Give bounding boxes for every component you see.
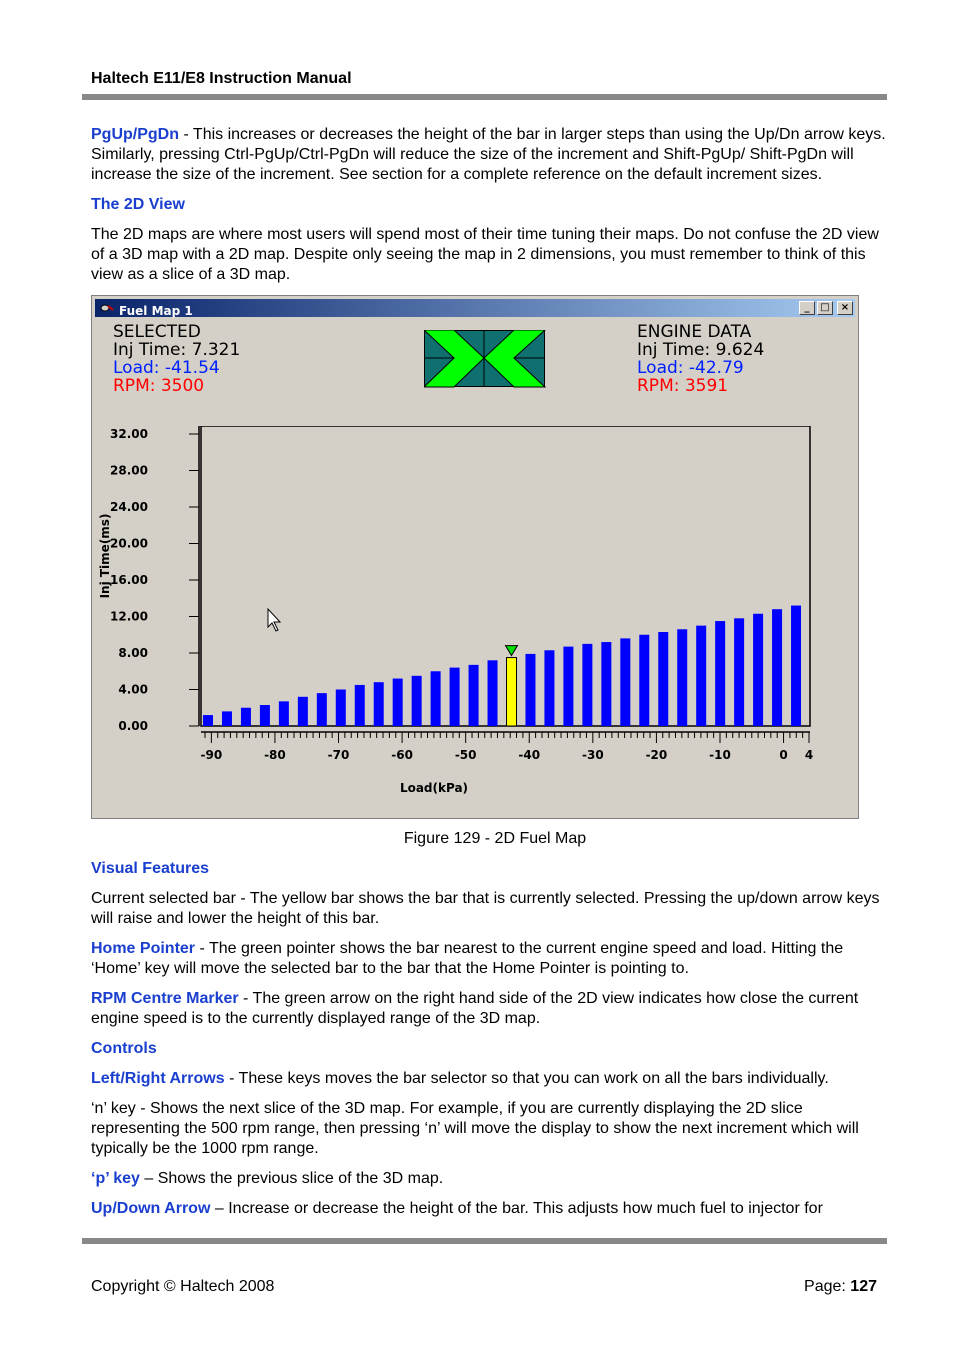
y-tick-label: 12.00 — [110, 609, 148, 624]
y-axis — [110, 426, 199, 733]
n-key-paragraph: ‘n’ key - Shows the next slice of the 3D map. For example, if you are currently displaying the 2D slice representing the 500 rpm range, then pressing ‘n’ will move the display to show the next increment which will typically be the 1000 rpm range. — [91, 1100, 859, 1157]
y-tick-label: 28.00 — [110, 463, 148, 478]
y-tick-label: 8.00 — [118, 646, 148, 660]
x-tick-label: -90 — [200, 748, 223, 762]
map-bar — [355, 685, 365, 726]
home-keyword: Home Pointer — [91, 940, 196, 957]
map-bar — [374, 682, 384, 726]
manual-title: Haltech E11/E8 Instruction Manual — [91, 70, 352, 87]
selected-bar — [507, 658, 517, 726]
mouse-cursor-icon — [268, 609, 280, 631]
x-tick-label: -50 — [454, 748, 477, 762]
map-bar — [298, 697, 308, 726]
engine-rpm: RPM: 3591 — [637, 376, 729, 396]
page-value: 127 — [850, 1278, 877, 1295]
pgup-paragraph — [91, 125, 887, 185]
header-rule — [82, 94, 887, 100]
y-tick-label: 32.00 — [110, 427, 148, 441]
x-tick-label: -20 — [645, 748, 668, 762]
x-tick-label: 4 — [804, 748, 814, 762]
engine-data-info — [637, 323, 764, 395]
bars — [203, 606, 801, 726]
footer-rule — [82, 1238, 887, 1244]
map-bar — [488, 660, 498, 726]
map-bar — [601, 642, 611, 726]
engine-load: Load: -42.79 — [637, 358, 744, 378]
p-keyword: ‘p’ key — [91, 1170, 140, 1187]
map-bar — [412, 676, 422, 726]
main-content — [91, 125, 887, 1229]
map-bar — [203, 715, 213, 726]
map-bar — [772, 609, 782, 726]
map-bar — [791, 606, 801, 726]
x-tick-label: -60 — [391, 748, 413, 762]
map-bar — [431, 671, 441, 726]
selected-heading: SELECTED — [113, 322, 201, 342]
map-bar — [696, 626, 706, 726]
app-icon — [100, 302, 114, 314]
pgup-keyword: PgUp/PgDn — [91, 126, 179, 143]
map-bar — [450, 668, 460, 726]
close-button[interactable]: × — [837, 301, 853, 315]
map-bar — [639, 635, 649, 726]
y-tick-label: 4.00 — [118, 682, 148, 697]
lr-paragraph — [91, 1069, 887, 1089]
map-bar — [753, 614, 763, 726]
selected-rpm: RPM: 3500 — [113, 376, 205, 396]
fuel-map-window — [91, 295, 859, 819]
map-bar — [677, 629, 687, 726]
selected-info — [113, 323, 240, 395]
updown-paragraph — [91, 1199, 887, 1219]
fuel-map-chart — [92, 426, 858, 806]
home-pointer-icon — [506, 646, 518, 656]
engine-inj-time: Inj Time: 9.624 — [637, 340, 765, 360]
lr-text: - These keys moves the bar selector so that you can work on all the bars individually. — [224, 1070, 829, 1087]
map-bar — [620, 638, 630, 726]
map-bar — [582, 644, 592, 726]
y-tick-label: 16.00 — [110, 573, 148, 587]
map-bar — [734, 618, 744, 726]
ud-text: – Increase or decrease the height of the bar. This adjusts how much fuel to injector for — [210, 1200, 823, 1217]
map-bar — [279, 701, 289, 726]
map-bar — [563, 647, 573, 726]
map-bar — [222, 711, 232, 726]
heading-visual-features: Visual Features — [91, 860, 209, 877]
map-bar — [241, 708, 251, 726]
window-title: Fuel Map 1 — [119, 304, 193, 318]
ud-keyword: Up/Down Arrow — [91, 1200, 211, 1217]
pgup-text: - This increases or decreases the height of the bar in larger steps than using the Up/Dn arrow keys. Similarly, pressing Ctrl-PgUp/Ctrl-PgDn will reduce the size of the increment and Shift-PgUp/ Shift-PgDn will increase the size of the increment. See section for a complete reference on the default increment sizes. — [91, 126, 886, 183]
map-bar — [260, 705, 270, 726]
page-label: Page: — [804, 1278, 851, 1295]
engine-heading: ENGINE DATA — [637, 322, 752, 342]
x-tick-label: -30 — [581, 748, 604, 762]
home-pointer-paragraph — [91, 939, 887, 979]
minimize-button[interactable]: _ — [799, 301, 815, 315]
rpm-marker-paragraph — [91, 989, 887, 1029]
figure-caption: Figure 129 - 2D Fuel Map — [403, 830, 587, 847]
lr-keyword: Left/Right Arrows — [91, 1070, 225, 1087]
copyright: Copyright © Haltech 2008 — [91, 1278, 275, 1295]
x-axis — [201, 732, 814, 762]
p-text: – Shows the previous slice of the 3D map. — [139, 1170, 444, 1187]
x-tick-label: -40 — [518, 748, 541, 762]
rpm-text: - The green arrow on the right hand side of the 2D view indicates how close the current engine speed is to the currently displayed range of the 3D map. — [91, 990, 859, 1027]
map-bar — [469, 665, 479, 726]
maximize-button[interactable]: □ — [817, 301, 833, 315]
rpm-keyword: RPM Centre Marker — [91, 990, 239, 1007]
y-tick-label: 20.00 — [110, 536, 148, 551]
selected-inj-time: Inj Time: 7.321 — [113, 340, 241, 360]
selected-load: Load: -41.54 — [113, 358, 220, 378]
rpm-centre-marker — [424, 330, 546, 388]
map-bar — [393, 679, 403, 726]
x-tick-label: 0 — [779, 748, 788, 762]
y-axis-label: Inj Time(ms) — [98, 513, 112, 599]
x-tick-label: -80 — [264, 748, 286, 762]
x-tick-label: -70 — [327, 748, 350, 762]
map-bar — [715, 621, 725, 726]
map-bar — [544, 650, 554, 726]
p-key-paragraph — [91, 1169, 887, 1189]
y-tick-label: 24.00 — [110, 500, 148, 514]
x-axis-label: Load(kPa) — [399, 781, 469, 795]
y-tick-label: 0.00 — [118, 719, 148, 733]
home-text: - The green pointer shows the bar nearest to the current engine speed and load. Hitting the ‘Home’ key will move the selected bar to the bar that the Home Pointer is pointing to. — [91, 940, 844, 977]
map-bar — [658, 632, 668, 726]
map-bar — [525, 654, 535, 726]
heading-controls: Controls — [91, 1040, 157, 1057]
x-tick-label: -10 — [709, 748, 731, 762]
heading-2d-view: The 2D View — [91, 196, 185, 213]
map-bar — [336, 690, 346, 727]
map-bar — [317, 693, 327, 726]
current-bar-paragraph: Current selected bar - The yellow bar shows the bar that is currently selected. Pressing the up/down arrow keys will raise and lower the height of this bar. — [91, 890, 880, 927]
view-paragraph: The 2D maps are where most users will spend most of their time tuning their maps. Do not confuse the 2D view of a 3D map with a 2D map. Despite only seeing the map in 2 dimensions, you must remember to think of this view as a slice of a 3D map. — [91, 226, 879, 283]
page-number — [804, 1278, 877, 1296]
window-titlebar[interactable] — [95, 299, 855, 317]
